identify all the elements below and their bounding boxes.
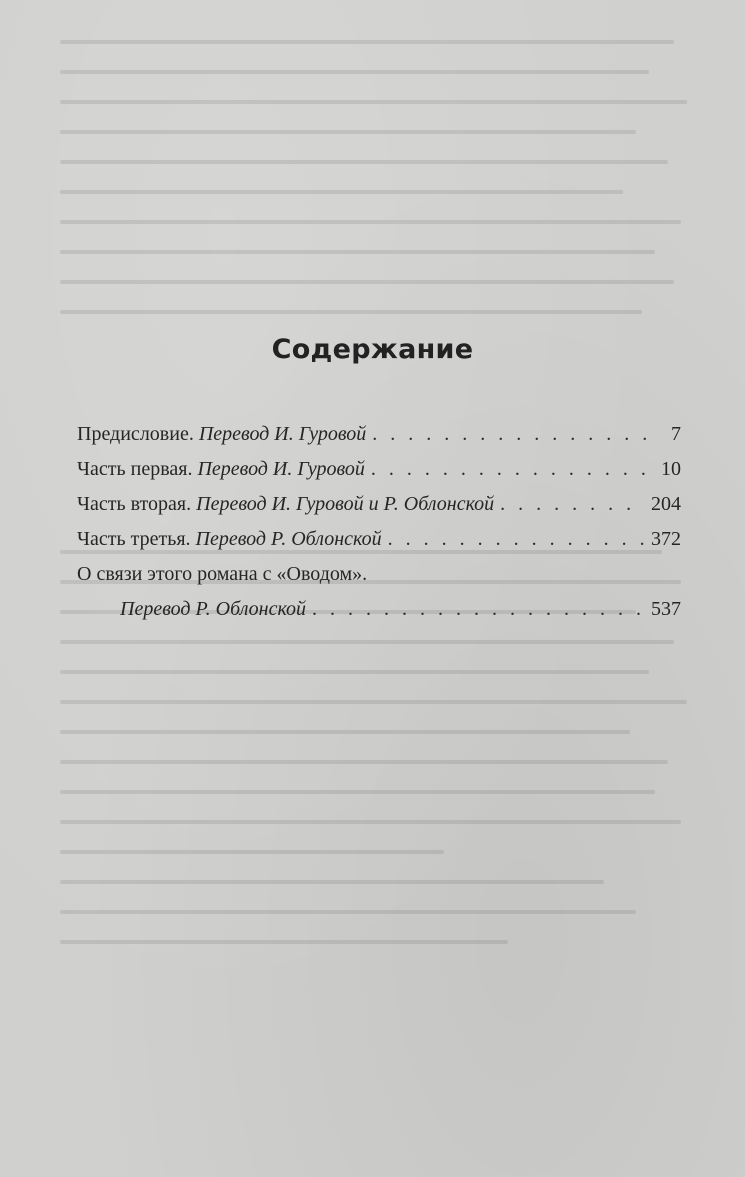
toc-entry-afterword-title-line[interactable] xyxy=(77,560,681,595)
toc-entry-lead xyxy=(77,525,382,554)
toc-page-number: 537 xyxy=(651,598,681,620)
toc-entry-part-three[interactable] xyxy=(77,525,681,560)
toc-entry-title: Часть вторая. xyxy=(77,493,192,515)
toc-entry-title: Часть третья. xyxy=(77,528,191,550)
toc-entry-lead xyxy=(77,455,365,484)
toc-entry-part-one[interactable] xyxy=(77,455,681,490)
toc-entry-part-two[interactable] xyxy=(77,490,681,525)
toc-entry-translator: Перевод И. Гуровой и Р. Облонской xyxy=(196,493,495,515)
toc-entry-afterword-translator-line[interactable] xyxy=(77,595,681,630)
toc-page-number: 7 xyxy=(671,423,681,445)
page-title: Содержание xyxy=(271,334,474,365)
leader-dots xyxy=(371,455,655,484)
toc-entry-lead xyxy=(77,490,494,519)
leader-dots xyxy=(388,525,645,554)
toc-page-number: 10 xyxy=(661,458,681,480)
toc-entry-preface[interactable] xyxy=(77,420,681,455)
toc-entry-translator: Перевод И. Гуровой xyxy=(198,423,367,445)
toc-entry-translator: Перевод Р. Облонской xyxy=(195,528,382,550)
toc-entry-translator: Перевод И. Гуровой xyxy=(197,458,365,480)
toc-entry-translator: Перевод Р. Облонской xyxy=(120,598,307,620)
toc-entry-lead xyxy=(77,420,366,449)
toc-page-number: 204 xyxy=(651,493,681,515)
leader-dots xyxy=(372,420,655,449)
toc-page-number: 372 xyxy=(651,528,681,550)
toc-entry-title: Предисловие. xyxy=(77,423,194,445)
leader-dots xyxy=(312,595,645,624)
toc-entry-title: О связи этого романа с «Оводом». xyxy=(77,563,368,585)
toc-entry-lead xyxy=(120,595,306,624)
leader-dots xyxy=(500,490,645,519)
toc-entry-title: Часть первая. xyxy=(77,458,193,480)
table-of-contents xyxy=(77,420,681,630)
